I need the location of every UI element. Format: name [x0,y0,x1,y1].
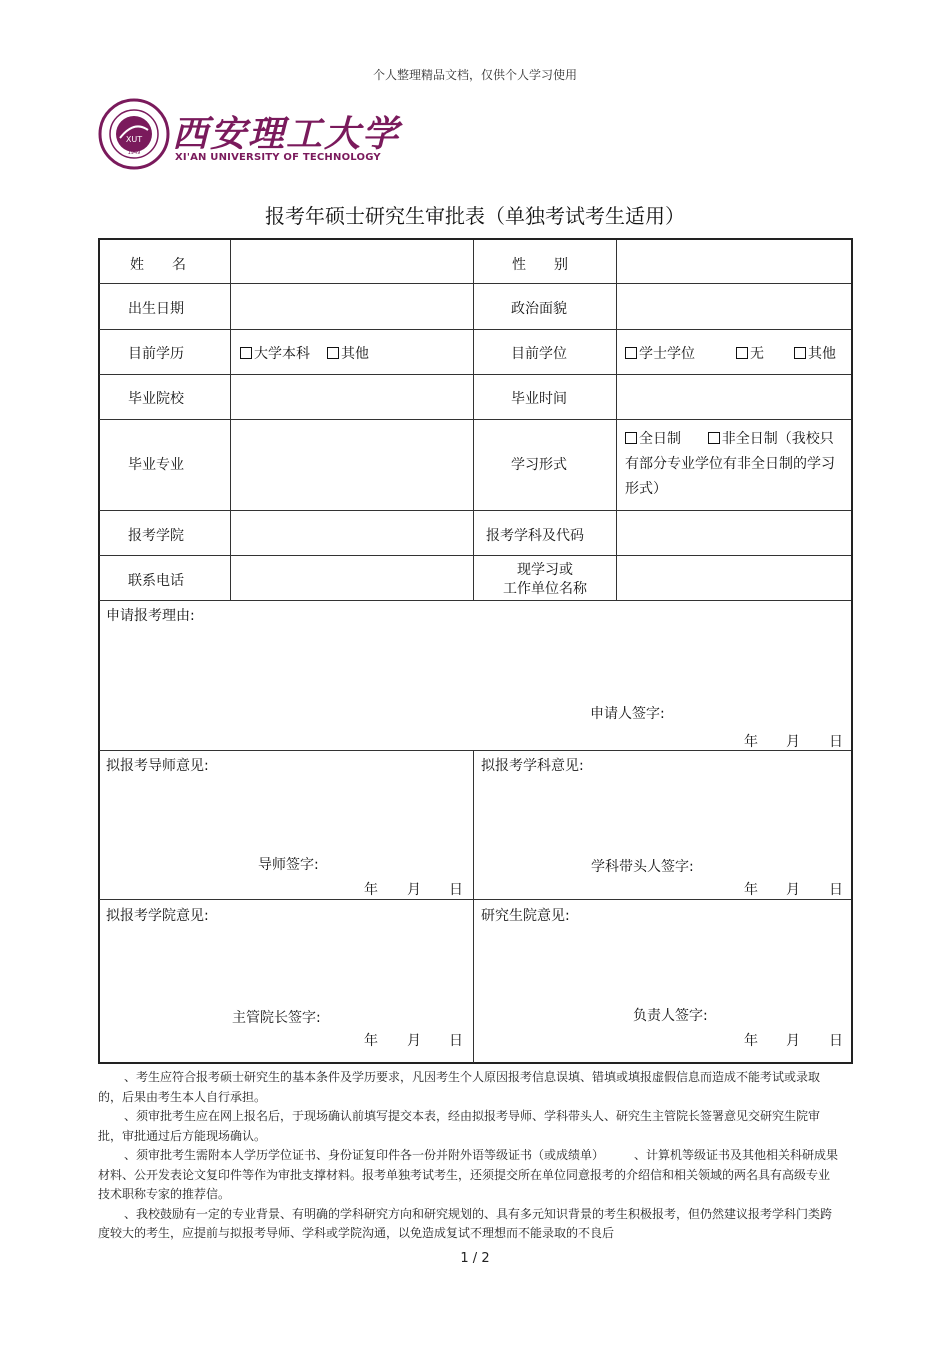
label-study-form: 学习形式 [511,457,567,473]
date-day: 日 [829,734,843,750]
label-current-degree: 目前学位 [511,346,567,362]
label-birth-date: 出生日期 [128,301,184,317]
label-work-unit-line2: 工作单位名称 [503,581,587,597]
checkbox-icon[interactable] [708,432,720,444]
date-month: 月 [786,734,800,750]
checkbox-icon[interactable] [327,347,339,359]
reason-label: 申请报考理由: [106,608,195,624]
seal-text: XUT [125,135,143,144]
label-current-education: 目前学历 [128,346,184,362]
date-day: 日 [449,1033,463,1049]
option-degree-bachelor[interactable]: 学士学位 [625,343,695,363]
date-year: 年 [744,882,758,898]
date-year: 年 [364,1033,378,1049]
brand-name-en: XI'AN UNIVERSITY OF TECHNOLOGY [175,152,381,163]
college-opinion-label: 拟报考学院意见: [106,908,209,924]
label-name: 姓 名 [130,257,186,273]
label-gender: 性 别 [512,257,568,273]
university-seal-logo [98,98,170,170]
option-degree-none[interactable]: 无 [736,343,764,363]
label-apply-college: 报考学院 [128,528,184,544]
responsible-person-signature-label: 负责人签字: [633,1008,708,1024]
option-education-bachelor[interactable]: 大学本科 [240,343,310,363]
option-degree-other[interactable]: 其他 [794,343,836,363]
date-month: 月 [407,882,421,898]
graduate-school-opinion-label: 研究生院意见: [481,908,570,924]
label-work-unit-line1: 现学习或 [517,562,573,578]
date-day: 日 [449,882,463,898]
seal-year: 1949 [127,150,141,156]
checkbox-icon[interactable] [625,347,637,359]
page-indicator: 1 / 2 [460,1251,490,1266]
date-year: 年 [744,1033,758,1049]
study-form-options [625,427,847,502]
header-note: 个人整理精品文档，仅供个人学习使用 [372,68,577,82]
checkbox-icon[interactable] [240,347,252,359]
notes-section [98,1068,838,1244]
label-apply-subject-code: 报考学科及代码 [486,528,584,544]
date-year: 年 [364,882,378,898]
note-item: 、考生应符合报考硕士研究生的基本条件及学历要求，凡因考生个人原因报考信息误填、错填或填报虚假信息而造成不能考试或录取的，后果由考生本人自行承担。 [98,1070,821,1104]
option-full-time[interactable]: 全日制 [625,431,681,447]
page-title: 报考年硕士研究生审批表（单独考试考生适用） [265,204,685,228]
label-phone: 联系电话 [128,573,184,589]
dean-signature-label: 主管院长签字: [232,1010,321,1026]
date-month: 月 [786,1033,800,1049]
checkbox-icon[interactable] [794,347,806,359]
label-graduation-time: 毕业时间 [511,391,567,407]
note-item: 、须审批考生应在网上报名后，于现场确认前填写提交本表，经由拟报考导师、学科带头人、研究生主管院长签署意见交研究生院审批，审批通过后方能现场确认。 [98,1109,821,1143]
advisor-signature-label: 导师签字: [258,857,319,873]
advisor-opinion-label: 拟报考导师意见: [106,758,209,774]
note-item: 、须审批考生需附本人学历学位证书、身份证复印件各一份并附外语等级证书（或成绩单） 、计算机等级证书及其他相关科研成果材料、公开发表论文复印件等作为审批支撑材料。报考单独考试考生，还须提交所在单位同意报考的介绍信和相关领域的两名具有高级专业技术职称专家的推荐信。 [98,1148,839,1201]
label-political-status: 政治面貌 [511,301,567,317]
applicant-signature-label: 申请人签字: [590,706,665,722]
checkbox-icon[interactable] [736,347,748,359]
note-item: 、我校鼓励有一定的专业背景、有明确的学科研究方向和研究规划的、具有多元知识背景的考生积极报考，但仍然建议报考学科门类跨度较大的考生，应提前与拟报考导师、学科或学院沟通，以免造成复试不理想而不能录取的不良后 [98,1206,833,1240]
option-part-time[interactable]: 非全日制（我校只有部分专业学位有非全日制的学习形式） [625,431,835,497]
date-month: 月 [786,882,800,898]
date-year: 年 [744,734,758,750]
label-graduate-major: 毕业专业 [128,457,184,473]
label-graduate-school: 毕业院校 [128,391,184,407]
subject-leader-signature-label: 学科带头人签字: [591,859,694,875]
option-education-other[interactable]: 其他 [327,343,369,363]
subject-opinion-label: 拟报考学科意见: [481,758,584,774]
date-month: 月 [407,1033,421,1049]
brand-name-cn: 西安理工大学 [172,113,401,155]
date-day: 日 [829,1033,843,1049]
date-day: 日 [829,882,843,898]
checkbox-icon[interactable] [625,432,637,444]
